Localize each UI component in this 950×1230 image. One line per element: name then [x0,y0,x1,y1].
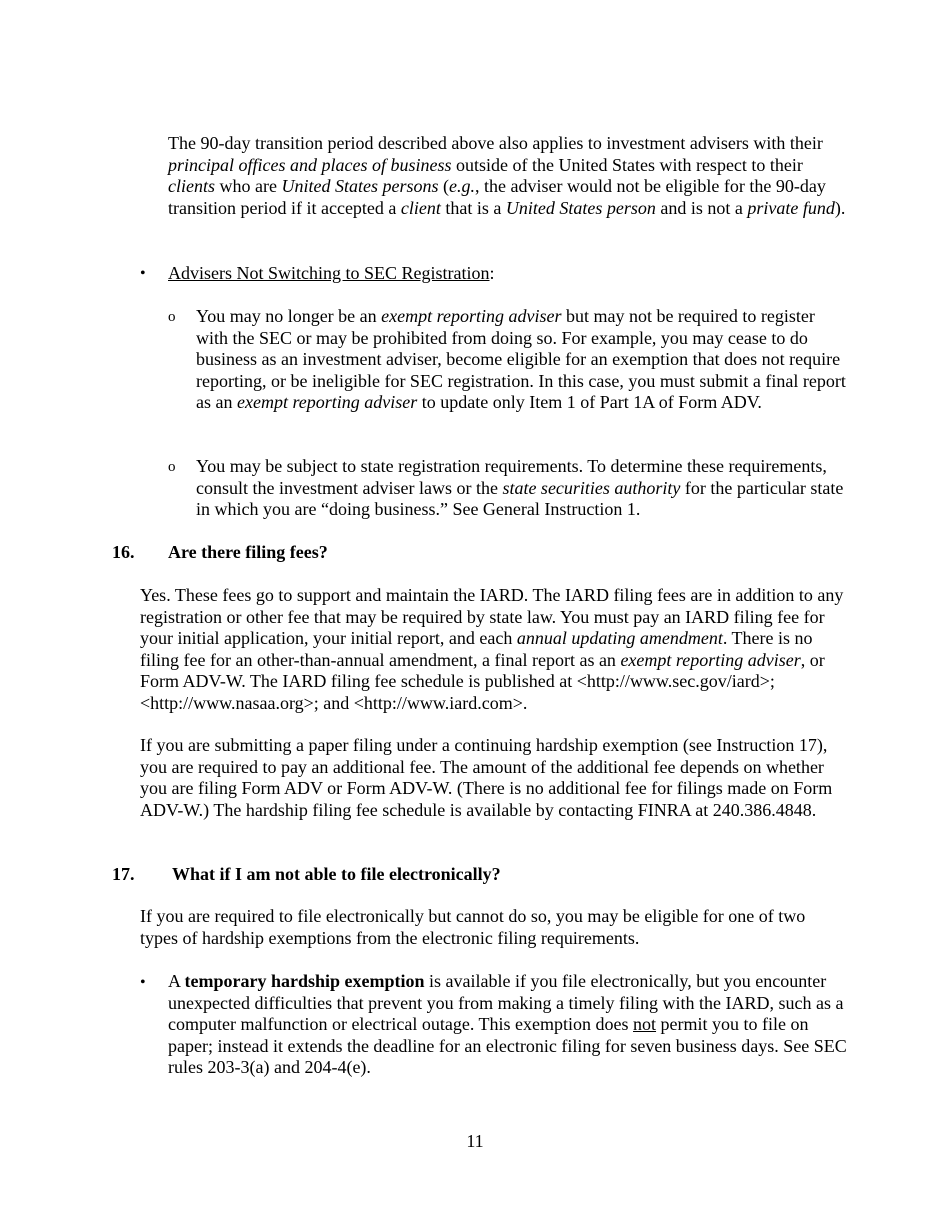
section-16-text: , or Form ADV-W. The IARD filing fee schedule is published at <http://www.sec.gov/iard>; <http://www.nasaa.org>; and <http://www.iard.com>. [140,649,825,713]
section-16-text: Yes. These fees go to support and maintain the IARD. The IARD filing fees are in addition to any registration or other fee that may be required by state law. You must pay an IARD filing fee for your initial application, your initial report, and each [140,585,844,648]
intro-defined-term: private fund [747,197,835,218]
section-16-defined-term: annual updating amendment [516,628,723,648]
intro-text: The 90-day transition period described above also applies to investment advisers with their [168,133,823,153]
sub-bullet-text: You may be subject to state registration requirements. To determine these requirements, consult the investment adviser laws or the [196,456,827,498]
section-16-defined-term: exempt reporting adviser [620,649,801,670]
sub-bullet-paragraph-2 [196,456,846,521]
intro-text: ). [834,197,846,218]
sub-bullet-defined-term: exempt reporting adviser [236,392,418,412]
section-16-paragraph-1 [140,585,845,714]
sub-bullet-marker: o [168,309,176,325]
intro-defined-term: principal offices and places of business [168,154,452,175]
intro-text: that is a [440,197,506,218]
section-16-text: . There is no filing fee for an other-than-annual amendment, a final report as an [140,628,813,670]
sub-bullet-paragraph-1 [196,306,846,414]
section-17-bullet-emphasis: temporary hardship exemption [184,971,425,991]
sub-bullet-text: but may not be required to register with the SEC or may be prohibited from doing so. For example, you may cease to do business as an investment adviser, become eligible for an exemption that does not require reporting, or be ineligible for SEC registration. In this case, you must submit a final report as an [196,306,846,412]
intro-abbrev: e.g. [448,176,475,196]
section-17-number: 17. [112,864,135,884]
sub-bullet-defined-term: state securities authority [502,477,681,498]
sub-bullet-text: You may no longer be an [196,306,382,326]
sub-bullet-text: to update only Item 1 of Part 1A of Form ADV. [417,392,762,412]
section-17-title: What if I am not able to file electronically? [172,864,501,884]
bullet-heading-colon: : [489,263,495,283]
page-number: 11 [466,1131,484,1151]
intro-text: ( [438,176,449,196]
intro-defined-term: United States person [505,197,656,218]
bullet-marker: • [140,265,146,282]
intro-defined-term: client [400,197,441,218]
intro-text: who are [215,176,282,196]
sub-bullet-defined-term: exempt reporting adviser [381,306,562,326]
intro-defined-term: clients [168,176,215,196]
section-17-paragraph-1: If you are required to file electronically but cannot do so, you may be eligible for one of two types of hardship exemptions from the electronic filing requirements. [140,906,806,948]
intro-text: outside of the United States with respect to their [451,154,803,175]
section-16-paragraph-2: If you are submitting a paper filing under a continuing hardship exemption (see Instruction 17), you are required to pay an additional fee. The amount of the additional fee depends on whether you are filing Form ADV or Form ADV-W. (There is no additional fee for filings made on Form ADV-W.) The hardship filing fee schedule is available by contacting FINRA at 240.386.4848. [140,735,833,820]
sub-bullet-text: for the particular state in which you are “doing business.” See General Instruction 1. [196,477,844,519]
bullet-heading-title: Advisers Not Switching to SEC Registration [168,263,490,283]
section-16-title: Are there filing fees? [168,542,328,562]
section-17-bullet-text: A [168,971,185,991]
intro-text: and is not a [655,197,748,218]
section-17-bullet-underlined: not [633,1014,657,1034]
section-17-bullet-text: permit you to file on paper; instead it extends the deadline for an electronic filing for seven business days. See SEC rules 203-3(a) and 204-4(e). [168,1014,847,1077]
intro-text: , the adviser would not be eligible for the 90-day transition period if it accepted a [168,176,826,218]
bullet-marker: • [140,974,146,991]
intro-defined-term: United States persons [281,176,439,196]
section-16-number: 16. [112,542,135,562]
sub-bullet-marker: o [168,459,176,475]
section-17-bullet-text: is available if you file electronically, but you encounter unexpected difficulties that prevent you from making a timely filing with the IARD, such as a computer malfunction or electrical outage. This exemption does [168,971,844,1034]
section-17-bullet-paragraph [168,971,848,1079]
intro-paragraph [168,133,848,219]
bullet-heading [168,263,848,285]
